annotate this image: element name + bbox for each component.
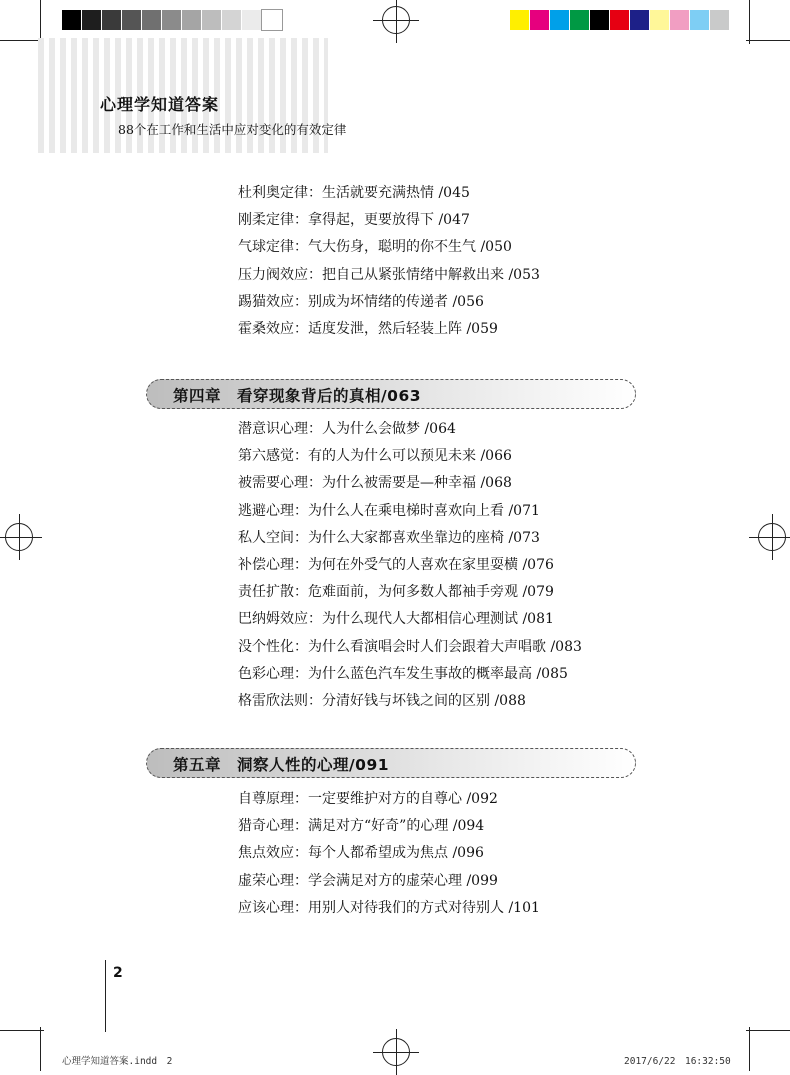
toc-entry: 刚柔定律：拿得起，更要放得下 /047 xyxy=(238,212,470,229)
color-swatch xyxy=(62,10,82,30)
toc-entry: 责任扩散：危难面前，为何多数人都袖手旁观 /079 xyxy=(238,584,554,601)
toc-entry: 虚荣心理：学会满足对方的虚荣心理 /099 xyxy=(238,872,498,889)
color-swatch xyxy=(122,10,142,30)
crop-mark xyxy=(749,0,750,44)
toc-entry: 应该心理：用别人对待我们的方式对待别人 /101 xyxy=(238,899,540,916)
slug-filename: 心理学知道答案.indd 2 xyxy=(62,1056,173,1067)
color-swatch xyxy=(82,10,102,30)
slug-datetime: 2017/6/22 16:32:50 xyxy=(624,1056,731,1067)
margin-rule xyxy=(105,960,106,1032)
toc-list xyxy=(238,786,540,922)
color-swatch xyxy=(222,10,242,30)
crop-mark xyxy=(746,1030,790,1031)
toc-entry: 巴纳姆效应：为什么现代人大都相信心理测试 /081 xyxy=(238,611,554,628)
toc-entry: 格雷欣法则：分清好钱与坏钱之间的区别 /088 xyxy=(238,693,526,710)
color-swatch xyxy=(182,10,202,30)
chapter-heading xyxy=(146,748,636,778)
color-swatch xyxy=(610,10,630,30)
chapter-title: 第五章 洞察人性的心理/091 xyxy=(173,756,390,774)
toc-entry: 压力阀效应：把自己从紧张情绪中解救出来 /053 xyxy=(238,266,540,283)
toc-entry: 潜意识心理：人为什么会做梦 /064 xyxy=(238,421,456,437)
toc-entry: 焦点效应：每个人都希望成为焦点 /096 xyxy=(238,845,484,862)
toc-entry: 气球定律：气大伤身，聪明的你不生气 /050 xyxy=(238,239,512,256)
registration-mark-left xyxy=(5,523,33,551)
color-swatch xyxy=(510,10,530,30)
crop-mark xyxy=(40,1027,41,1071)
toc-entry: 逃避心理：为什么人在乘电梯时喜欢向上看 /071 xyxy=(238,502,540,519)
book-subtitle: 88个在工作和生活中应对变化的有效定律 xyxy=(118,122,347,137)
color-swatch xyxy=(530,10,550,30)
registration-mark-right xyxy=(758,523,786,551)
process-color-bar xyxy=(510,10,730,30)
toc-entry: 私人空间：为什么大家都喜欢坐靠边的座椅 /073 xyxy=(238,529,540,546)
color-swatch xyxy=(102,10,122,30)
color-swatch xyxy=(550,10,570,30)
toc-entry: 第六感觉：有的人为什么可以预见未来 /066 xyxy=(238,448,512,465)
registration-mark-top xyxy=(382,6,410,34)
toc-entry: 霍桑效应：适度发泄，然后轻装上阵 /059 xyxy=(238,321,498,338)
toc-entry: 踢猫效应：别成为坏情绪的传递者 /056 xyxy=(238,293,484,310)
color-swatch xyxy=(650,10,670,30)
chapter-heading xyxy=(146,379,636,409)
color-swatch xyxy=(590,10,610,30)
toc-entry: 被需要心理：为什么被需要是—种幸福 /068 xyxy=(238,475,512,492)
color-swatch xyxy=(162,10,182,30)
grayscale-color-bar xyxy=(62,10,282,30)
crop-mark xyxy=(0,1030,44,1031)
color-swatch xyxy=(690,10,710,30)
color-swatch xyxy=(262,10,282,30)
registration-mark-bottom xyxy=(382,1038,410,1066)
toc-entry: 补偿心理：为何在外受气的人喜欢在家里耍横 /076 xyxy=(238,557,554,574)
toc-entry: 色彩心理：为什么蓝色汽车发生事故的概率最高 /085 xyxy=(238,665,568,682)
toc-entry: 没个性化：为什么看演唱会时人们会跟着大声唱歌 /083 xyxy=(238,638,582,655)
toc-entry: 猎奇心理：满足对方“好奇”的心理 /094 xyxy=(238,818,485,835)
color-swatch xyxy=(710,10,730,30)
color-swatch xyxy=(670,10,690,30)
crop-mark xyxy=(746,40,790,41)
toc-list xyxy=(238,416,582,715)
color-swatch xyxy=(202,10,222,30)
toc-list xyxy=(238,180,540,343)
color-swatch xyxy=(630,10,650,30)
book-title: 心理学知道答案 xyxy=(100,95,220,114)
crop-mark xyxy=(749,1027,750,1071)
page-number: 2 xyxy=(113,965,123,981)
color-swatch xyxy=(142,10,162,30)
color-swatch xyxy=(242,10,262,30)
toc-entry: 自尊原理：一定要维护对方的自尊心 /092 xyxy=(238,791,498,807)
chapter-title: 第四章 看穿现象背后的真相/063 xyxy=(173,387,422,405)
color-swatch xyxy=(570,10,590,30)
toc-entry: 杜利奥定律：生活就要充满热情 /045 xyxy=(238,185,470,201)
